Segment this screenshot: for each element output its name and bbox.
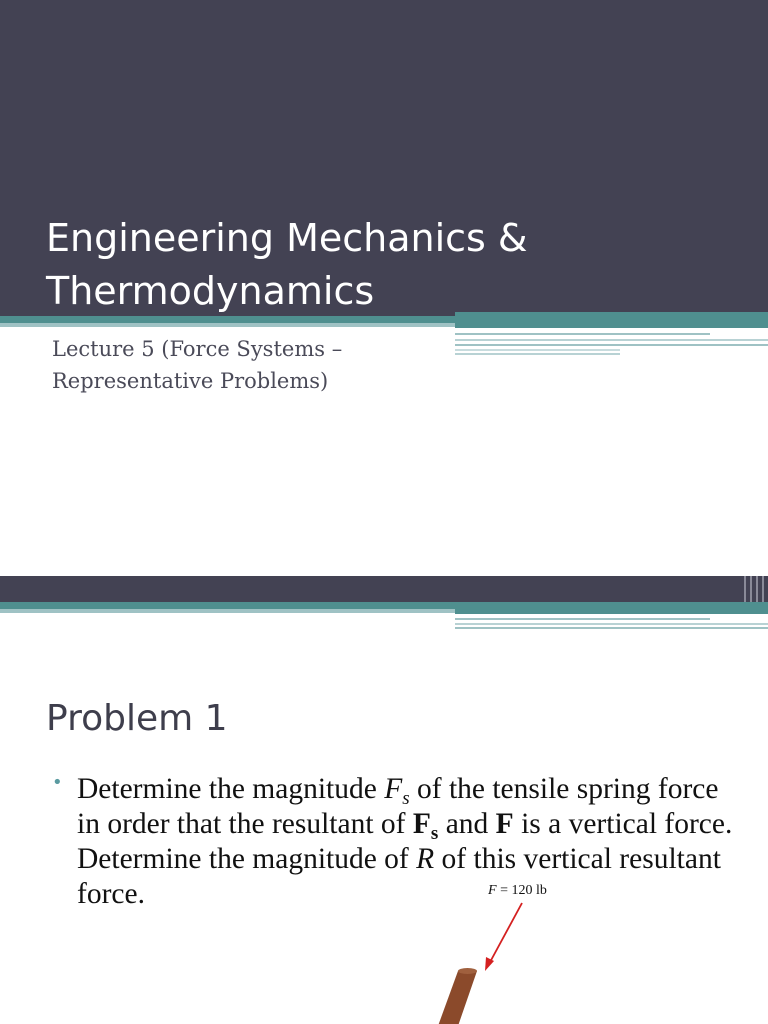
thin-line bbox=[455, 627, 768, 629]
thin-line bbox=[455, 623, 768, 625]
thin-line bbox=[455, 339, 768, 341]
force-eq: = 120 lb bbox=[496, 883, 547, 898]
header-band bbox=[0, 576, 768, 602]
slide-title bbox=[46, 212, 726, 318]
subscript-s: s bbox=[402, 788, 410, 809]
teal-stripe-right bbox=[455, 602, 768, 614]
bold-f: F bbox=[412, 808, 431, 840]
subtitle-line1: Lecture 5 (Force Systems – bbox=[52, 337, 343, 361]
var-r: R bbox=[416, 843, 435, 875]
force-var: F bbox=[488, 883, 497, 898]
text-part: is a vertical force. Determine the magnitude of bbox=[77, 808, 733, 875]
subscript-s-bold: s bbox=[430, 823, 439, 844]
light-stripe bbox=[0, 609, 455, 613]
slide-title-line1: Engineering Mechanics & bbox=[46, 216, 528, 260]
text-part: and bbox=[438, 808, 496, 840]
thin-line bbox=[455, 349, 620, 351]
force-diagram bbox=[430, 876, 630, 1024]
problem-slide bbox=[0, 576, 768, 1024]
text-part: Determine the magnitude bbox=[77, 773, 385, 805]
rod bbox=[438, 971, 477, 1024]
text-part: of this vertical resultant force. bbox=[77, 843, 721, 910]
force-label bbox=[487, 883, 547, 898]
bullet-dot: • bbox=[52, 772, 63, 793]
var-f: F bbox=[384, 773, 403, 805]
vertical-lines-decoration bbox=[742, 576, 768, 602]
teal-stripe bbox=[0, 316, 455, 323]
light-stripe bbox=[0, 323, 455, 327]
thin-line bbox=[455, 333, 710, 335]
slide-title-line2: Thermodynamics bbox=[46, 269, 375, 313]
thin-line bbox=[455, 344, 768, 346]
problem-title: Problem 1 bbox=[46, 698, 228, 739]
slide-subtitle bbox=[52, 333, 452, 397]
teal-stripe bbox=[0, 602, 455, 609]
force-arrow-shaft bbox=[489, 903, 522, 964]
text-part: of the tensile spring force in order that the resultant of bbox=[77, 773, 719, 840]
problem-statement bbox=[77, 772, 737, 912]
rod-end bbox=[458, 968, 477, 974]
bold-f: F bbox=[495, 808, 514, 840]
thin-line bbox=[455, 618, 710, 620]
thin-line bbox=[455, 353, 620, 355]
teal-stripe-right bbox=[455, 312, 768, 328]
subtitle-line2: Representative Problems) bbox=[52, 369, 329, 393]
